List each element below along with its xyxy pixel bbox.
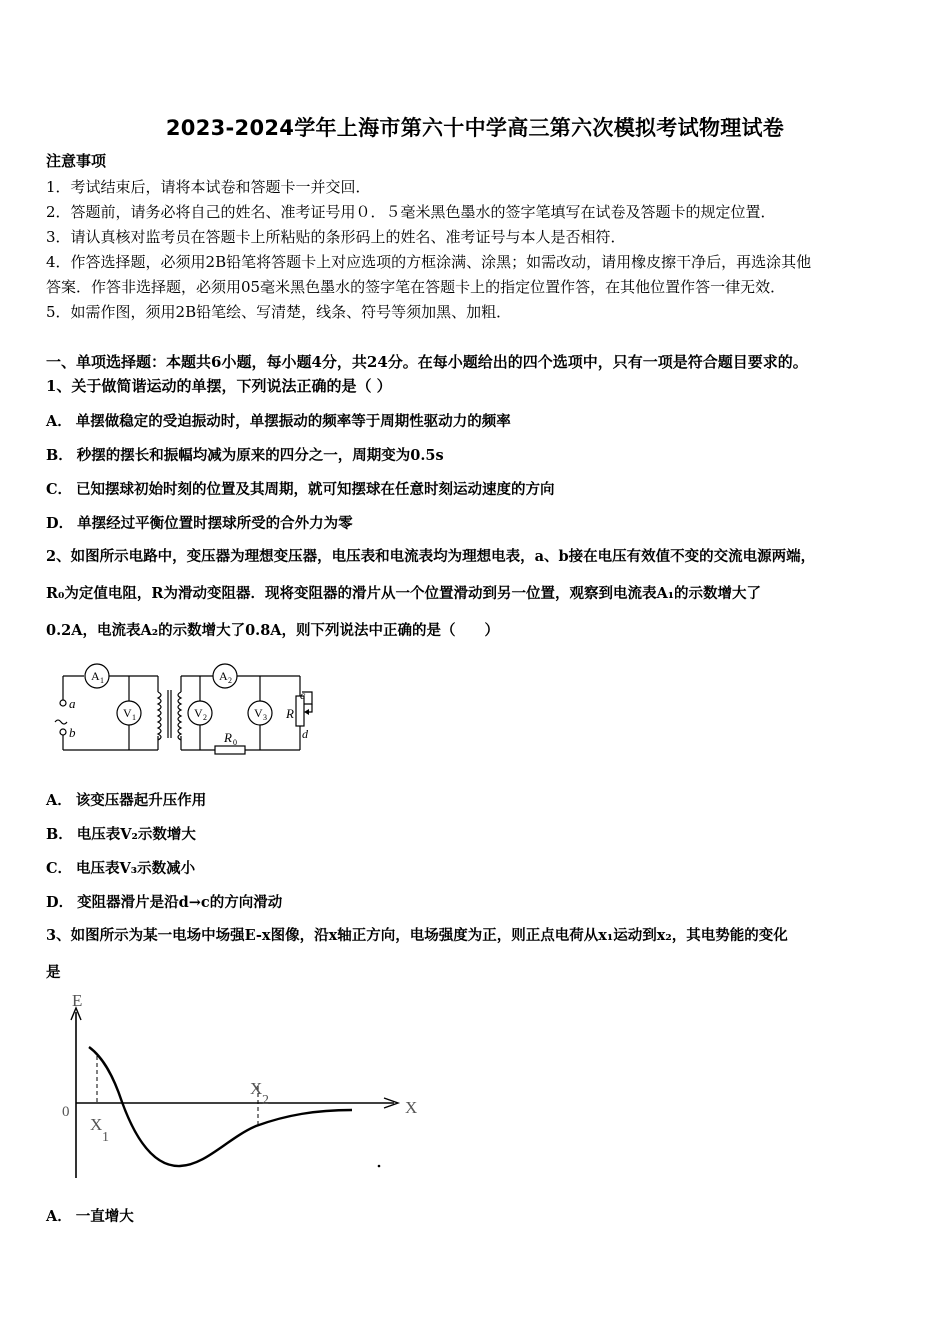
notice-item: 5．如需作图，须用2B铅笔绘、写清楚，线条、符号等须加黑、加粗． bbox=[46, 303, 512, 321]
q2-option-b: B． 电压表V₂示数增大 bbox=[46, 826, 196, 843]
ammeter-a1: A bbox=[91, 669, 100, 683]
voltmeter-v2: V bbox=[194, 706, 203, 720]
notice-item: 3．请认真核对监考员在答题卡上所粘贴的条形码上的姓名、准考证号与本人是否相符． bbox=[46, 228, 626, 246]
x-axis-label: X bbox=[405, 1098, 418, 1117]
slider-d-label: d bbox=[302, 727, 308, 741]
x2-label: X bbox=[250, 1079, 263, 1098]
svg-text:1: 1 bbox=[132, 713, 136, 722]
e-x-graph bbox=[56, 990, 426, 1180]
x1-label: X bbox=[90, 1115, 103, 1134]
q2-option-a: A． 该变压器起升压作用 bbox=[46, 792, 207, 809]
ac-source-icon bbox=[55, 720, 67, 724]
q3-stem-line1: 3、如图所示为某一电场中场强E-x图像，沿x轴正方向，电场强度为正，则正点电荷从x₁运动到x₂，其电势能的变化 bbox=[46, 927, 788, 944]
q2-option-d: D． 变阻器滑片是沿d→c的方向滑动 bbox=[46, 894, 283, 911]
rheostat-label: R bbox=[286, 706, 294, 721]
notice-heading: 注意事项 bbox=[46, 152, 107, 170]
q3-stem-line2: 是 bbox=[46, 964, 61, 981]
circuit-diagram bbox=[50, 656, 330, 762]
e-axis-label: E bbox=[72, 991, 83, 1010]
q2-stem-line2: R₀为定值电阻，R为滑动变阻器．现将变阻器的滑片从一个位置滑动到另一位置，观察到电流表A₁的示数增大了 bbox=[46, 585, 762, 602]
field-curve bbox=[89, 1047, 352, 1166]
svg-text:2: 2 bbox=[228, 676, 232, 685]
q2-stem-line3: 0.2A，电流表A₂的示数增大了0.8A，则下列说法中正确的是（ ） bbox=[46, 622, 500, 639]
page-title: 2023-2024学年上海市第六十中学高三第六次模拟考试物理试卷 bbox=[165, 116, 785, 140]
ammeter-a2: A bbox=[219, 669, 228, 683]
q1-option-b: B． 秒摆的摆长和振幅均减为原来的四分之一，周期变为0.5s bbox=[46, 447, 444, 464]
q1-option-d: D． 单摆经过平衡位置时摆球所受的合外力为零 bbox=[46, 515, 353, 532]
section-heading: 一、单项选择题：本题共6小题，每小题4分，共24分。在每小题给出的四个选项中，只有一项是符合题目要求的。 bbox=[46, 353, 808, 371]
slider-c-label: c bbox=[300, 688, 306, 702]
q3-option-a: A． 一直增大 bbox=[46, 1208, 134, 1225]
origin-label: 0 bbox=[62, 1104, 70, 1120]
svg-text:3: 3 bbox=[263, 713, 267, 722]
q1-stem: 1、关于做简谐运动的单摆，下列说法正确的是（ ） bbox=[46, 377, 392, 395]
svg-text:0: 0 bbox=[233, 738, 237, 747]
svg-text:2: 2 bbox=[262, 1093, 269, 1108]
svg-text:1: 1 bbox=[102, 1130, 109, 1145]
terminal-b: b bbox=[69, 725, 76, 740]
q1-option-c: C． 已知摆球初始时刻的位置及其周期，就可知摆球在任意时刻运动速度的方向 bbox=[46, 481, 555, 498]
q2-stem-line1: 2、如图所示电路中，变压器为理想变压器，电压表和电流表均为理想电表，a、b接在电压有效值不变的交流电源两端， bbox=[46, 548, 816, 565]
notice-item: 4．作答选择题，必须用2B铅笔将答题卡上对应选项的方框涂满、涂黑；如需改动，请用橡皮擦干净后，再选涂其他 bbox=[46, 253, 812, 271]
notice-item: 答案．作答非选择题，必须用05毫米黑色墨水的签字笔在答题卡上的指定位置作答，在其他位置作答一律无效． bbox=[46, 278, 786, 296]
notice-item: 2．答题前，请务必将自己的姓名、准考证号用０．５毫米黑色墨水的签字笔填写在试卷及答题卡的规定位置． bbox=[46, 203, 776, 221]
voltmeter-v3: V bbox=[254, 706, 263, 720]
notice-item: 1．考试结束后，请将本试卷和答题卡一并交回． bbox=[46, 178, 371, 196]
r0-label: R bbox=[224, 730, 232, 745]
svg-text:2: 2 bbox=[203, 713, 207, 722]
terminal-a: a bbox=[69, 696, 76, 711]
q2-option-c: C． 电压表V₃示数减小 bbox=[46, 860, 196, 877]
voltmeter-v1: V bbox=[123, 706, 132, 720]
svg-text:1: 1 bbox=[100, 676, 104, 685]
q1-option-a: A． 单摆做稳定的受迫振动时，单摆振动的频率等于周期性驱动力的频率 bbox=[46, 413, 511, 430]
